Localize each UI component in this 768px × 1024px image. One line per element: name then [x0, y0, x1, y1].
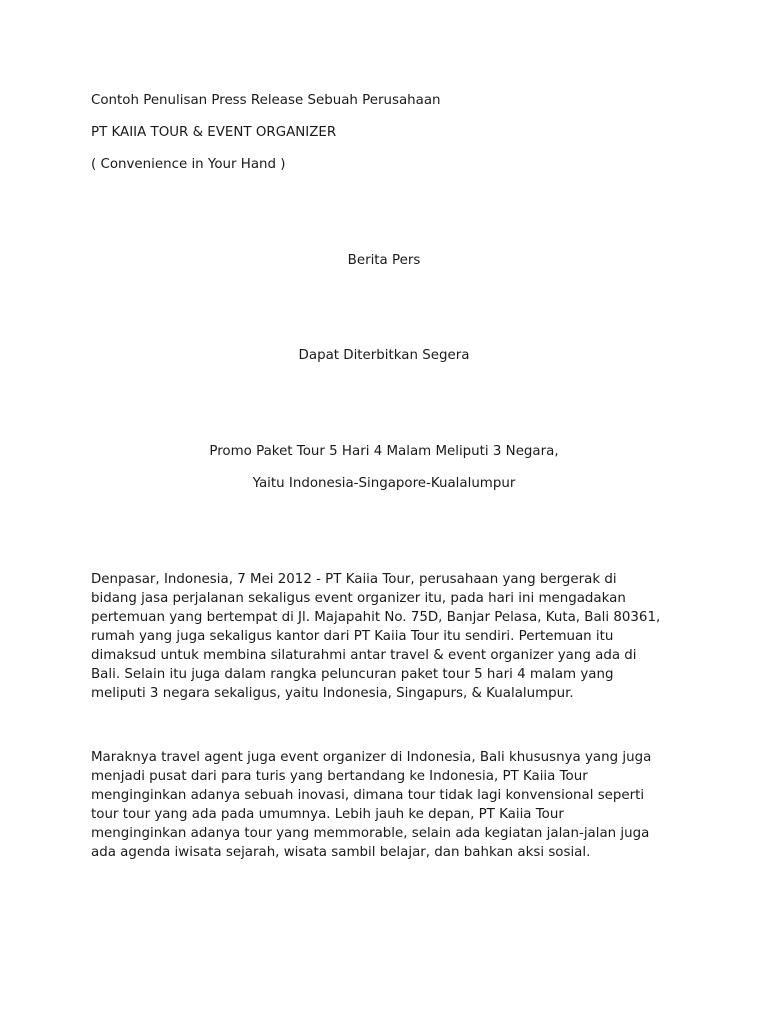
- paragraph-2-line: Maraknya travel agent juga event organizer di Indonesia, Bali khususnya yang juga: [91, 750, 652, 765]
- paragraph-2: [91, 748, 691, 862]
- paragraph-1-line: bidang jasa perjalanan sekaligus event organizer itu, pada hari ini mengadakan: [91, 591, 626, 606]
- paragraph-2-line: menginginkan adanya sebuah inovasi, dimana tour tidak lagi konvensional seperti: [91, 788, 645, 803]
- company-tagline: ( Convenience in Your Hand ): [91, 157, 286, 172]
- paragraph-2-line: ada agenda iwisata sejarah, wisata sambil belajar, dan bahkan aksi sosial.: [91, 845, 591, 860]
- paragraph-1-line: Denpasar, Indonesia, 7 Mei 2012 - PT Kaiia Tour, perusahaan yang bergerak di: [91, 572, 617, 587]
- press-title-line-1: Promo Paket Tour 5 Hari 4 Malam Meliputi 3 Negara,: [209, 444, 559, 459]
- paragraph-1: [91, 570, 691, 703]
- paragraph-1-line: Bali. Selain itu juga dalam rangka peluncuran paket tour 5 hari 4 malam yang: [91, 667, 614, 682]
- paragraph-2-line: menginginkan adanya tour yang memmorable, selain ada kegiatan jalan-jalan juga: [91, 826, 650, 841]
- paragraph-1-line: dimaksud untuk membina silaturahmi antar travel & event organizer yang ada di: [91, 648, 637, 663]
- company-name: PT KAIIA TOUR & EVENT ORGANIZER: [91, 125, 337, 140]
- press-title-line-2: Yaitu Indonesia-Singapore-Kualalumpur: [252, 476, 516, 491]
- paragraph-1-line: rumah yang juga sekaligus kantor dari PT Kaiia Tour itu sendiri. Pertemuan itu: [91, 629, 614, 644]
- paragraph-2-line: menjadi pusat dari para turis yang bertandang ke Indonesia, PT Kaiia Tour: [91, 769, 588, 784]
- paragraph-1-line: pertemuan yang bertempat di Jl. Majapahit No. 75D, Banjar Pelasa, Kuta, Bali 80361,: [91, 610, 661, 625]
- paragraph-1-line: meliputi 3 negara sekaligus, yaitu Indonesia, Singapurs, & Kualalumpur.: [91, 686, 574, 701]
- press-label: Berita Pers: [347, 253, 421, 268]
- paragraph-2-line: tour tour yang ada pada umumnya. Lebih jauh ke depan, PT Kaiia Tour: [91, 807, 564, 822]
- release-note: Dapat Diterbitkan Segera: [298, 348, 470, 363]
- document-heading: Contoh Penulisan Press Release Sebuah Perusahaan: [91, 93, 441, 108]
